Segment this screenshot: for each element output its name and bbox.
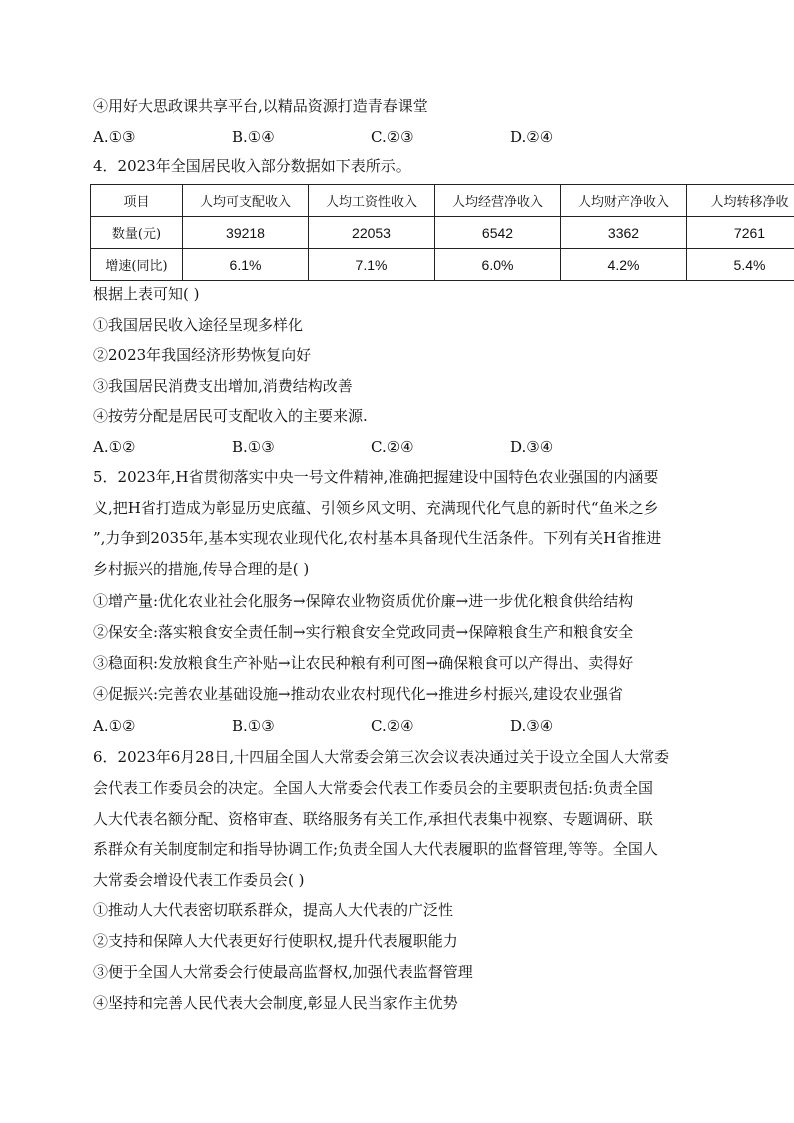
table-cell: 7.1% <box>309 249 435 281</box>
table-cell: 22053 <box>309 217 435 249</box>
q5-option: ③稳面积:发放粮食生产补贴→让农民种粮有利可图→确保粮食可以产得出、卖得好 <box>93 654 634 672</box>
q5-option: ①增产量:优化农业社会化服务→保障农业物资质优价廉→进一步优化粮食供给结构 <box>93 592 634 610</box>
table-cell: 6.1% <box>183 249 309 281</box>
q4-question: 根据上表可知( ) <box>93 285 200 303</box>
q4-option: ②2023年我国经济形势恢复向好 <box>93 346 312 364</box>
q3-choice-d: D.②④ <box>510 128 554 146</box>
table-cell: 6.0% <box>435 249 561 281</box>
table-header-cell: 人均工资性收入 <box>309 185 435 217</box>
table-header-cell: 人均转移净收 <box>687 185 794 217</box>
q6-stem-line: 会代表工作委员会的决定。全国人大常委会代表工作委员会的主要职责包括:负责全国 <box>93 779 654 797</box>
q6-option: ①推动人大代表密切联系群众，提高人大代表的广泛性 <box>93 901 454 919</box>
q4-stem: 4．2023年全国居民收入部分数据如下表所示。 <box>93 157 411 175</box>
table-header-cell: 项目 <box>91 185 183 217</box>
q3-choices <box>93 126 653 148</box>
income-table <box>90 184 794 281</box>
q5-choice-c: C.②④ <box>371 717 414 735</box>
table-cell: 6542 <box>435 217 561 249</box>
q5-stem-line: 5．2023年,H省贯彻落实中央一号文件精神,准确把握建设中国特色农业强国的内涵要 <box>93 468 659 486</box>
q4-choice-c: C.②④ <box>371 438 414 456</box>
table-cell: 4.2% <box>561 249 687 281</box>
q5-choice-b: B.①③ <box>232 717 275 735</box>
q4-option: ①我国居民收入途径呈现多样化 <box>93 316 304 334</box>
q3-choice-b: B.①④ <box>232 128 275 146</box>
table-cell: 39218 <box>183 217 309 249</box>
q6-stem-line: 大常委会增设代表工作委员会( ) <box>93 871 305 889</box>
q4-choice-d: D.③④ <box>510 438 554 456</box>
q5-choice-d: D.③④ <box>510 717 554 735</box>
q3-option-4: ④用好大思政课共享平台,以精品资源打造青春课堂 <box>93 97 428 115</box>
q4-option: ③我国居民消费支出增加,消费结构改善 <box>93 377 353 395</box>
q5-stem-line: ”,力争到2035年,基本实现农业现代化,农村基本具备现代生活条件。下列有关H省推进 <box>93 529 662 547</box>
q4-choice-a: A.①② <box>93 438 136 456</box>
q6-option: ③便于全国人大常委会行使最高监督权,加强代表监督管理 <box>93 963 473 981</box>
table-cell: 增速(同比) <box>91 249 183 281</box>
table-row <box>91 249 794 281</box>
table-cell: 数量(元) <box>91 217 183 249</box>
q5-stem-line: 义,把H省打造成为彰显历史底蕴、引领乡风文明、充满现代化气息的新时代“鱼米之乡 <box>93 499 659 517</box>
table-header-row <box>91 185 794 217</box>
q5-option: ④促振兴:完善农业基础设施→推动农业农村现代化→推进乡村振兴,建设农业强省 <box>93 685 623 703</box>
table-header-cell: 人均可支配收入 <box>183 185 309 217</box>
table-header-cell: 人均财产净收入 <box>561 185 687 217</box>
table-cell: 3362 <box>561 217 687 249</box>
table-cell: 5.4% <box>687 249 794 281</box>
q4-choices <box>93 436 653 458</box>
table-row <box>91 217 794 249</box>
q6-option: ④坚持和完善人民代表大会制度,彰显人民当家作主优势 <box>93 994 458 1012</box>
q3-choice-c: C.②③ <box>371 128 414 146</box>
q5-option: ②保安全:落实粮食安全责任制→实行粮食安全党政同责→保障粮食生产和粮食安全 <box>93 623 634 641</box>
table-cell: 7261 <box>687 217 794 249</box>
q4-option: ④按劳分配是居民可支配收入的主要来源. <box>93 407 368 425</box>
q6-stem-line: 人大代表名额分配、资格审查、联络服务有关工作,承担代表集中视察、专题调研、联 <box>93 810 653 828</box>
q6-option: ②支持和保障人大代表更好行使职权,提升代表履职能力 <box>93 932 458 950</box>
q6-stem-line: 6．2023年6月28日,十四届全国人大常委会第三次会议表决通过关于设立全国人大常委 <box>93 748 670 766</box>
q4-choice-b: B.①③ <box>232 438 275 456</box>
q6-stem-line: 系群众有关制度制定和指导协调工作;负责全国人大代表履职的监督管理,等等。全国人 <box>93 840 658 858</box>
q3-choice-a: A.①③ <box>93 128 136 146</box>
table-header-cell: 人均经营净收入 <box>435 185 561 217</box>
q5-choices <box>93 715 653 737</box>
q5-stem-line: 乡村振兴的措施,传导合理的是( ) <box>93 560 310 578</box>
q5-choice-a: A.①② <box>93 717 136 735</box>
